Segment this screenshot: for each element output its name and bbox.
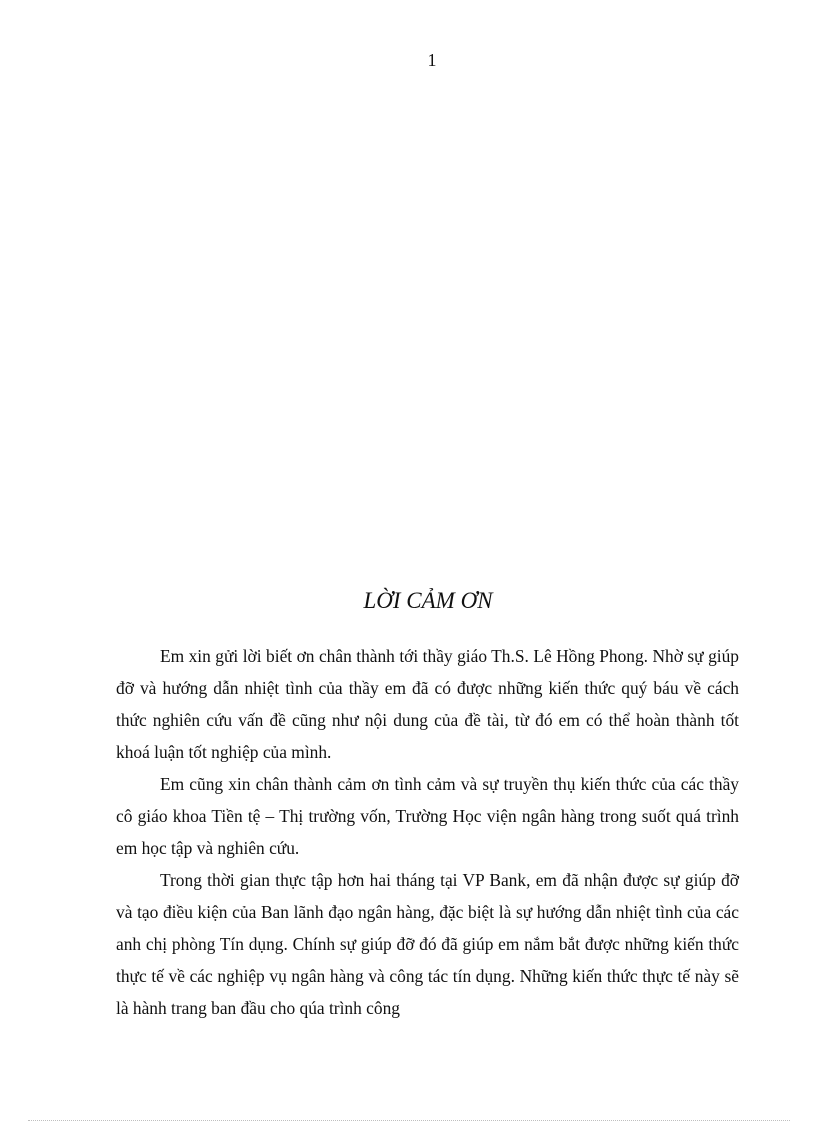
body-text (116, 640, 739, 1024)
paragraph-1: Em xin gửi lời biết ơn chân thành tới thầy giáo Th.S. Lê Hồng Phong. Nhờ sự giúp đỡ và hướng dẫn nhiệt tình của thầy em đã có được những kiến thức quý báu về cách thức nghiên cứu vấn đề cũng như nội dung của đề tài, từ đó em có thể hoàn thành tốt khoá luận tốt nghiệp của mình. (116, 646, 739, 762)
paragraph-2: Em cũng xin chân thành cảm ơn tình cảm và sự truyền thụ kiến thức của các thầy cô giáo khoa Tiền tệ – Thị trường vốn, Trường Học viện ngân hàng trong suốt quá trình em học tập và nghiên cứu. (116, 774, 739, 858)
footer-divider (28, 1120, 790, 1121)
paragraph-3: Trong thời gian thực tập hơn hai tháng tại VP Bank, em đã nhận được sự giúp đỡ và tạo điều kiện của Ban lãnh đạo ngân hàng, đặc biệt là sự hướng dẫn nhiệt tình của các anh chị phòng Tín dụng. Chính sự giúp đỡ đó đã giúp em nắm bắt được những kiến thức thực tế về các nghiệp vụ ngân hàng và công tác tín dụng. Những kiến thức thực tế này sẽ là hành trang ban đầu cho qúa trình công (116, 870, 739, 1018)
page-title: LỜI CẢM ƠN (363, 588, 493, 613)
page-number: 1 (427, 50, 437, 70)
